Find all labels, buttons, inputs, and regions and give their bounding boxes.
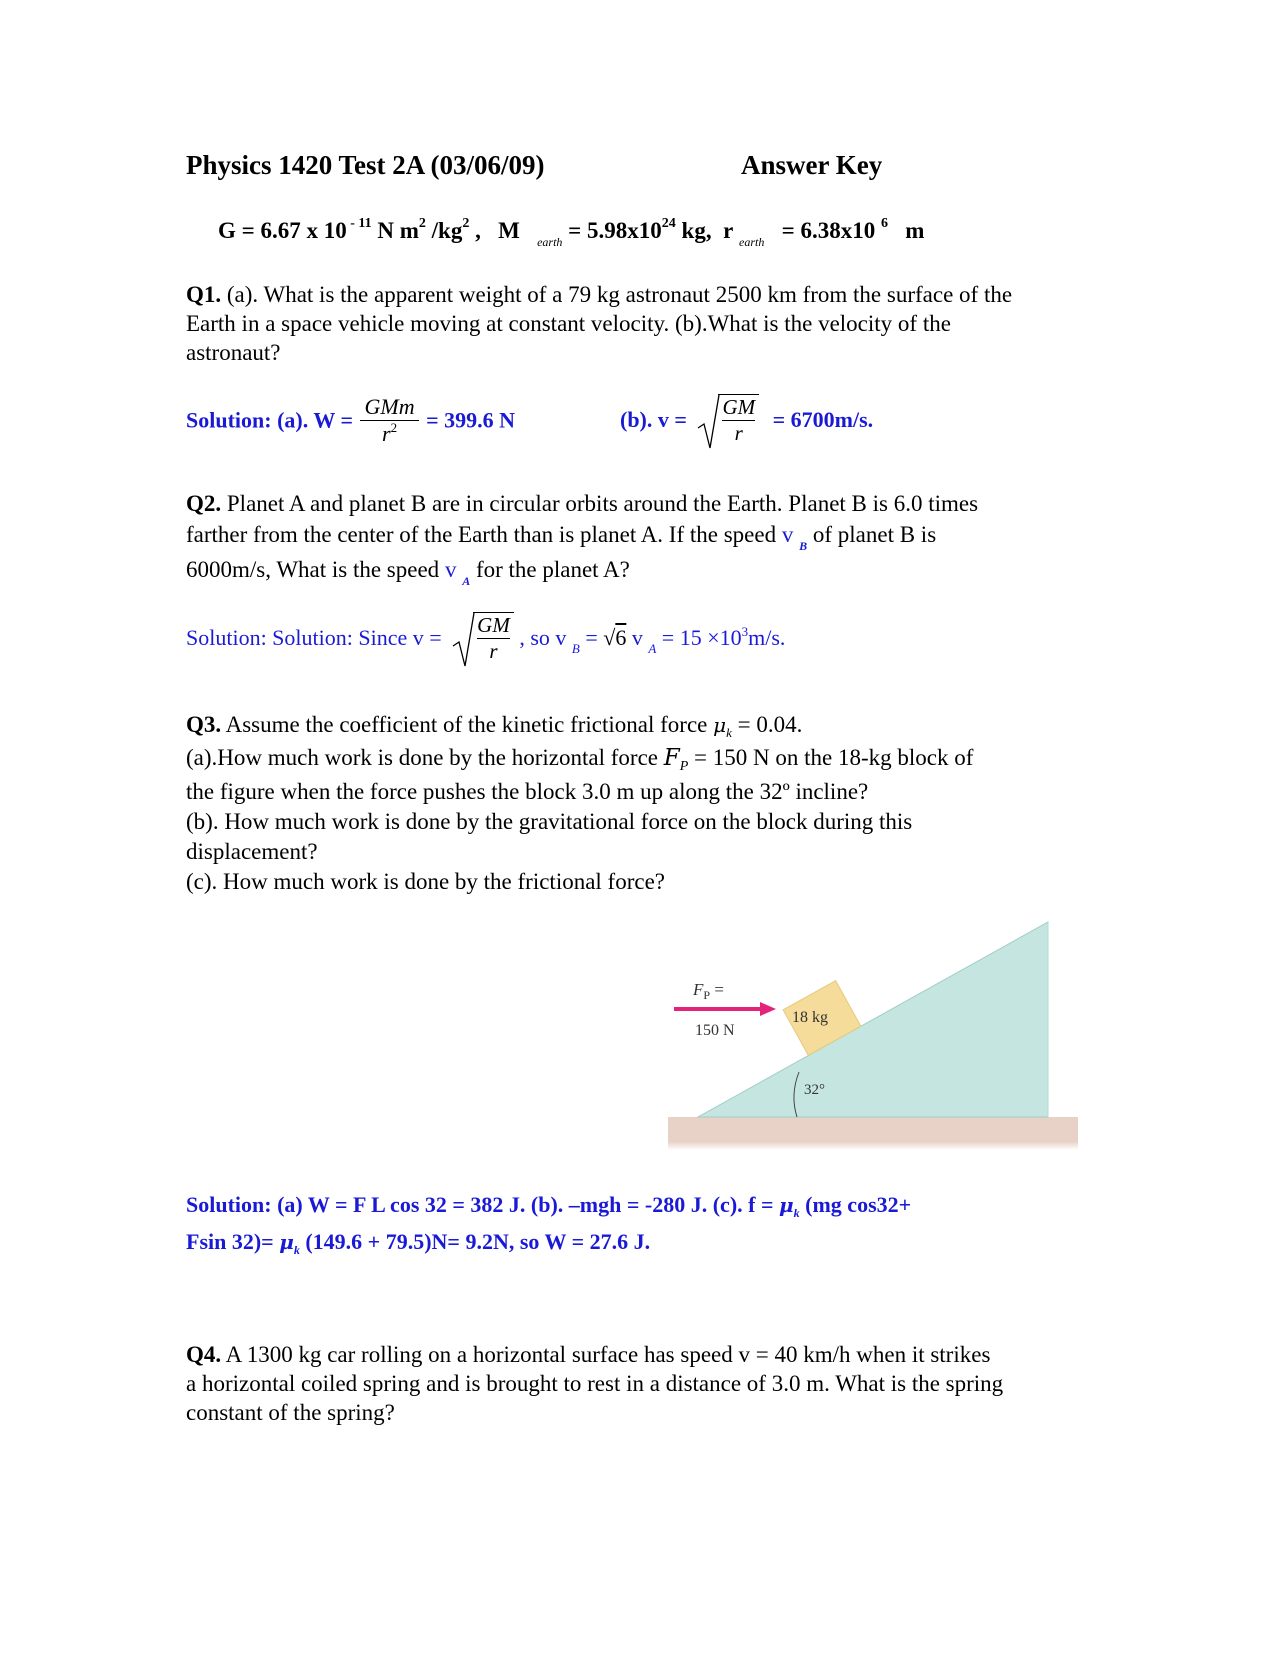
force-value-label: 150 N (695, 1022, 735, 1039)
q1-fraction: $\frac{\text{GMm}}{r^2}$ (360, 394, 418, 447)
sqrt-sign-icon (451, 612, 475, 668)
answer-key-label: Answer Key (741, 150, 883, 180)
force-arrow-head (760, 1002, 776, 1016)
q2-solution: Solution: Solution: Since v = $\frac{GM}{r}$ , so v $_B$ = √6 v $_A = 15 \times 10^3m/s$. (186, 612, 785, 664)
q1-solution-b: (b). v = $\frac{GM}{r}$ = 6700m/s. (620, 394, 873, 446)
incline-ramp (698, 922, 1048, 1117)
sqrt-sign-icon (696, 394, 720, 450)
constants-line: G = 6.67 x 10 $^{- 11}$ N $m^2$ $/kg^2$ , M $_{earth} = 5.98x10^{24}$ kg, r $_{earth}$ = 6.38x10 $^6$ m (218, 216, 925, 249)
ground (668, 1117, 1078, 1150)
q3-question: Q3. Assume the coefficient of the kinetic frictional force $\mu_k = 0.04$. (a).How much work is done by the horizontal force $F_P = 150$ N on the 18-kg block of the figure when the force pushes the block 3.0 m up along the 32º incline? (b). How much work is done by the gravitational force on the block during this displacement? (c). How much work is done by the frictional force? (186, 712, 974, 894)
page-title: Physics 1420 Test 2A (03/06/09) (186, 150, 545, 180)
q4-question: Q4. A 1300 kg car rolling on a horizontal surface has speed v = 40 km/h when it strikes a horizontal coiled spring and is brought to rest in a distance of 3.0 m. What is the spring constant of the spring? (186, 1342, 1004, 1425)
fp-label: $F_P$ = (693, 980, 724, 1002)
angle-label: 32° (804, 1082, 825, 1098)
q3-solution: Solution: (a) W = F L cos 32 = 382 J. (b). –mgh = -280 J. (c). $f = \mu_k$ (mg cos32+ Fsin $32)= \mu_k$ (149.6 + 79.5)N= 9.2N, so W = 27.6 J. (186, 1192, 912, 1257)
q1-sqrt: $\frac{GM}{r}$ (696, 394, 759, 446)
q2-question: Q2. Planet A and planet B are in circular orbits around the Earth. Planet B is 6.0 times farther from the center of the Earth than is planet A. If the speed v $_B$ of planet B is 6000m/s, What is the speed v $_A$ for the planet A? (186, 491, 979, 588)
block-label: 18 kg (792, 1009, 828, 1026)
incline-figure (660, 910, 1080, 1150)
q1-question: Q1. (a). What is the apparent weight of a 79 kg astronaut 2500 km from the surface of the Earth in a space vehicle moving at constant velocity. (b).What is the velocity of the astronaut? (186, 282, 1013, 365)
q2-sqrt: $\frac{GM}{r}$ (451, 612, 514, 664)
q1-solution: Solution: (a). W = $\frac{\text{GMm}}{r^2}$ = 399.6 N (186, 394, 516, 446)
